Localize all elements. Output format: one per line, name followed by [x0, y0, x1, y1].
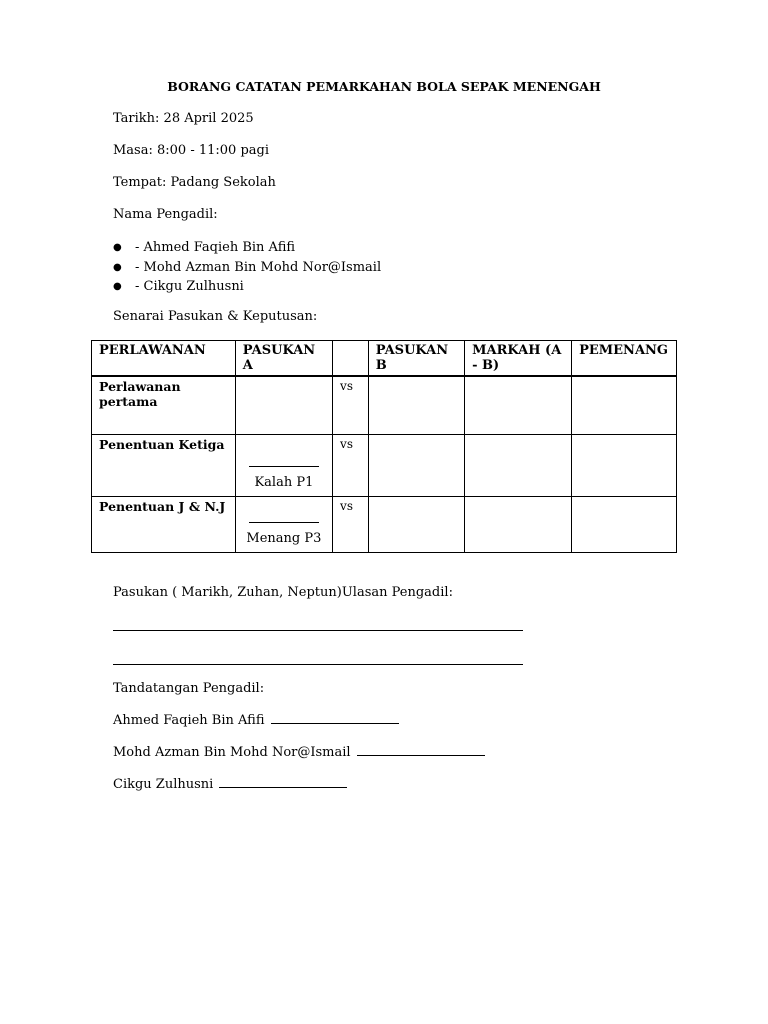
remarks-line[interactable] [113, 664, 523, 665]
header-pemenang: PEMENANG [572, 341, 677, 377]
signature-line[interactable] [357, 754, 485, 756]
vs-cell: vs [333, 376, 369, 434]
team-b-cell[interactable] [368, 496, 464, 552]
winner-cell[interactable] [572, 376, 677, 434]
form-title: BORANG CATATAN PEMARKAHAN BOLA SEPAK MENENGAH [167, 79, 601, 94]
remarks-line[interactable] [113, 630, 523, 631]
vs-cell: vs [333, 496, 369, 552]
team-b-cell[interactable] [368, 434, 464, 496]
time-line: Masa: 8:00 - 11:00 pagi [113, 143, 269, 158]
blank-line [249, 465, 319, 467]
date-line: Tarikh: 28 April 2025 [113, 111, 254, 126]
match-name-cell: Penentuan J & N.J [92, 496, 236, 552]
header-vs [333, 341, 369, 377]
signature-label: Tandatangan Pengadil: [113, 681, 265, 696]
header-pasukan-a: PASUKAN A [235, 341, 332, 377]
winner-cell[interactable] [572, 496, 677, 552]
score-cell[interactable] [465, 434, 572, 496]
score-cell[interactable] [465, 376, 572, 434]
signature-row [113, 713, 399, 728]
table-row [92, 376, 677, 434]
referee-list [113, 238, 381, 297]
teams-results-label: Senarai Pasukan & Keputusan: [113, 309, 318, 324]
match-table [91, 340, 677, 553]
team-a-cell[interactable] [235, 434, 332, 496]
table-row [92, 434, 677, 496]
team-a-cell[interactable] [235, 496, 332, 552]
team-a-cell[interactable] [235, 376, 332, 434]
teams-remarks-label: Pasukan ( Marikh, Zuhan, Neptun)Ulasan Pengadil: [113, 585, 453, 600]
bullet-icon: ● [113, 261, 122, 273]
match-name-cell: Penentuan Ketiga [92, 434, 236, 496]
team-a-note: Menang P3 [246, 530, 322, 546]
header-pasukan-b: PASUKAN B [368, 341, 464, 377]
venue-line: Tempat: Padang Sekolah [113, 175, 276, 190]
vs-cell: vs [333, 434, 369, 496]
signature-row [113, 745, 485, 760]
header-markah: MARKAH (A - B) [465, 341, 572, 377]
bullet-icon: ● [113, 281, 122, 292]
team-a-note: Kalah P1 [254, 474, 314, 490]
list-item [113, 238, 381, 258]
signature-name: Ahmed Faqieh Bin Afifi [113, 713, 265, 728]
team-b-cell[interactable] [368, 376, 464, 434]
table-header-row [92, 341, 677, 377]
list-item [113, 277, 381, 297]
match-name-cell: Perlawanan pertama [92, 376, 236, 434]
signature-name: Mohd Azman Bin Mohd Nor@Ismail [113, 745, 351, 760]
referee-name: - Cikgu Zulhusni [135, 279, 244, 294]
referee-name: - Mohd Azman Bin Mohd Nor@Ismail [135, 259, 382, 275]
referee-name: - Ahmed Faqieh Bin Afifi [135, 240, 296, 255]
blank-line [249, 521, 319, 523]
referee-names-label: Nama Pengadil: [113, 207, 218, 222]
signature-line[interactable] [219, 786, 347, 788]
winner-cell[interactable] [572, 434, 677, 496]
list-item [113, 258, 381, 278]
header-perlawanan: PERLAWANAN [92, 341, 236, 377]
score-cell[interactable] [465, 496, 572, 552]
signature-line[interactable] [271, 722, 399, 724]
signature-name: Cikgu Zulhusni [113, 777, 214, 792]
signature-row [113, 777, 347, 792]
bullet-icon: ● [113, 242, 122, 253]
table-row [92, 496, 677, 552]
